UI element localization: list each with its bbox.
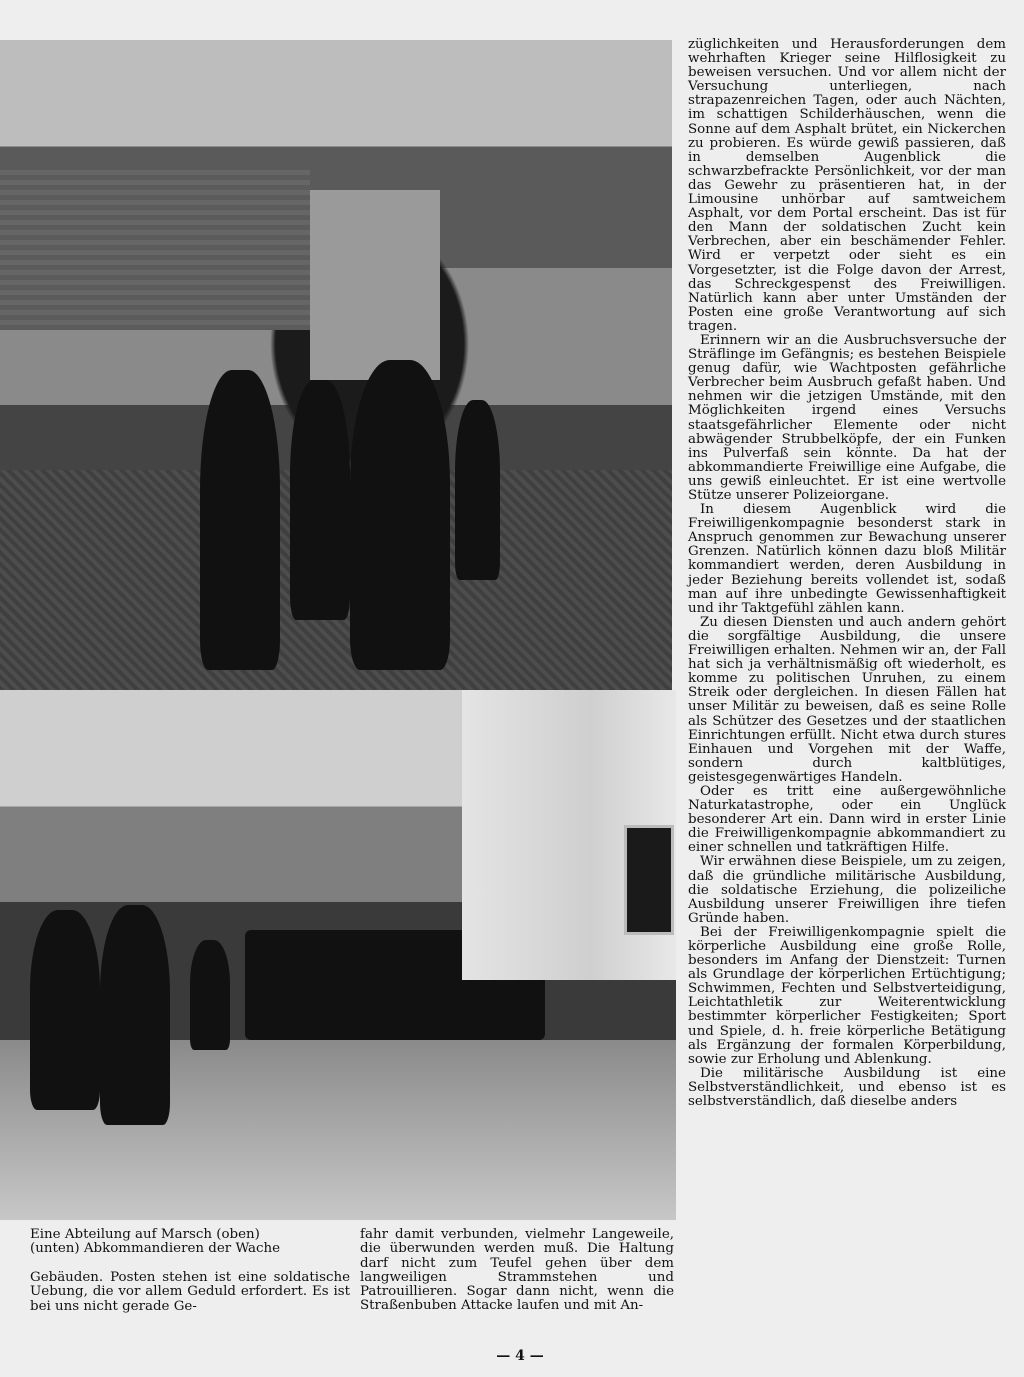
article-left-bottom <box>30 1271 350 1314</box>
paragraph: Zu diesen Diensten und auch andern gehört die sorgfältige Ausbildung, die unsere Freiwilligen erhalten. Nehmen wir an, der Fall hat sich ja verhältnismäßig oft wiederholt, es komme zu politischen Unruhen, zu einem Streik oder dergleichen. In diesen Fällen hat unser Militär zu beweisen, daß es seine Rolle als Schützer des Gesetzes und der staatlichen Einrichtungen erfüllt. Nicht etwa durch stures Einhauen und Vorgehen mit der Waffe, sondern durch kaltblütiges, geistesgegenwärtiges Handeln. <box>688 614 1006 785</box>
photo-soldier <box>100 905 170 1125</box>
photo-soldier <box>455 400 500 580</box>
photo-window <box>624 825 674 935</box>
paragraph: In diesem Augenblick wird die Freiwilligenkompagnie besonderst stark in Anspruch genommen zur Bewachung unserer Grenzen. Natürlich können dazu bloß Militär kommandiert werden, deren Ausbildung in jeder Beziehung bereits vollendet ist, sodaß man auf ihre unbedingte Gewissenhaftigkeit und ihr Taktgefühl zählen kann. <box>688 502 1006 616</box>
photo-roof <box>0 170 310 330</box>
photo-marching-soldiers <box>0 40 672 800</box>
paragraph: Oder es tritt eine außergewöhnliche Naturkatastrophe, oder ein Unglück besonderer Art ein. Dann wird in erster Linie die Freiwilligenkompagnie abkommandiert zu einer schnellen und tatkräftigen Hilfe. <box>688 783 1006 856</box>
paragraph: züglichkeiten und Herausforderungen dem wehrhaften Krieger seine Hilflosigkeit zu beweisen versuchen. Und vor allem nicht der Versuchung unterliegen, nach strapazenreichen Tagen, oder auch Nächten, im schattigen Schilderhäuschen, wenn die Sonne auf dem Asphalt brütet, ein Nickerchen zu probieren. Es würde gewiß passieren, daß in demselben Augenblick die schwarzbefrackte Persönlichkeit, vor der man das Gewehr zu präsentieren hat, in der Limousine unhörbar auf samtweichem Asphalt, vor dem Portal erscheint. Das ist für den Mann der soldatischen Zucht kein Verbrechen, aber ein beschämender Fehler. Wird er verpetzt oder sieht es ein Vorgesetzter, ist die Folge davon der Arrest, das Schreckgespenst des Freiwilligen. Natürlich kann aber unter Umständen der Posten eine große Verantwortung auf sich tragen. <box>688 37 1006 334</box>
paragraph: Wir erwähnen diese Beispiele, um zu zeigen, daß die gründliche militärische Ausbildung, die soldatische Erziehung, die polizeiliche Ausbildung unserer Freiwilligen ihre tiefen Gründe haben. <box>688 854 1006 926</box>
paragraph: Erinnern wir an die Ausbruchsversuche der Sträflinge im Gefängnis; es bestehen Beispiele genug dafür, wie Wachtposten gefährliche Verbrecher beim Ausbruch gefaßt haben. Und nehmen wir die jetzigen Umstände, mit den Möglichkeiten irgend eines Versuchs staatsgefährlicher Elemente oder nicht abwägender Strubbelköpfe, der ein Funken ins Pulverfaß sein könnte. Da hat der abkommandierte Freiwillige eine Aufgabe, die uns gewiß einleuchtet. Er ist eine wertvolle Stütze unserer Polizeiorgane. <box>688 332 1006 503</box>
paragraph: fahr damit verbunden, vielmehr Langeweile, die überwunden werden muß. Die Haltung darf nicht zum Teufel gehen über dem langweiligen Strammstehen und Patrouillieren. Sogar dann nicht, wenn die Straßenbuben Attacke laufen und mit An- <box>360 1227 674 1314</box>
article-mid-bottom <box>360 1228 674 1314</box>
photo-soldier <box>290 380 350 620</box>
caption-bottom: (unten) Abkommandieren der Wache <box>30 1241 281 1257</box>
paragraph: Die militärische Ausbildung ist eine Selbstverständlichkeit, und ebenso ist es selbstverständlich, daß dieselbe anders <box>688 1065 1006 1110</box>
photo-soldier <box>30 910 100 1110</box>
photo-building <box>310 190 440 380</box>
photo-soldier <box>350 360 450 670</box>
paragraph: Gebäuden. Posten stehen ist eine soldatische Uebung, die vor allem Geduld erfordert. Es ist bei uns nicht gerade Ge- <box>30 1270 350 1314</box>
paragraph: Bei der Freiwilligenkompagnie spielt die körperliche Ausbildung eine große Rolle, besonders im Anfang der Dienstzeit: Turnen als Grundlage der körperlichen Ertüchtigung; Schwimmen, Fechten und Selbstverteidigung, Leichtathletik zur Weiterentwicklung bestimmter körperlicher Festigkeiten; Sport und Spiele, d. h. freie körperliche Betätigung als Ergänzung der formalen Körperbildung, sowie zur Erholung und Ablenkung. <box>688 924 1006 1067</box>
photo-soldier <box>200 370 280 670</box>
caption-top: Eine Abteilung auf Marsch (oben) <box>30 1227 260 1242</box>
page-number: — 4 — <box>496 1348 544 1364</box>
photo-soldier <box>190 940 230 1050</box>
article-right-column <box>688 38 1006 1109</box>
photo-caption <box>30 1228 350 1257</box>
